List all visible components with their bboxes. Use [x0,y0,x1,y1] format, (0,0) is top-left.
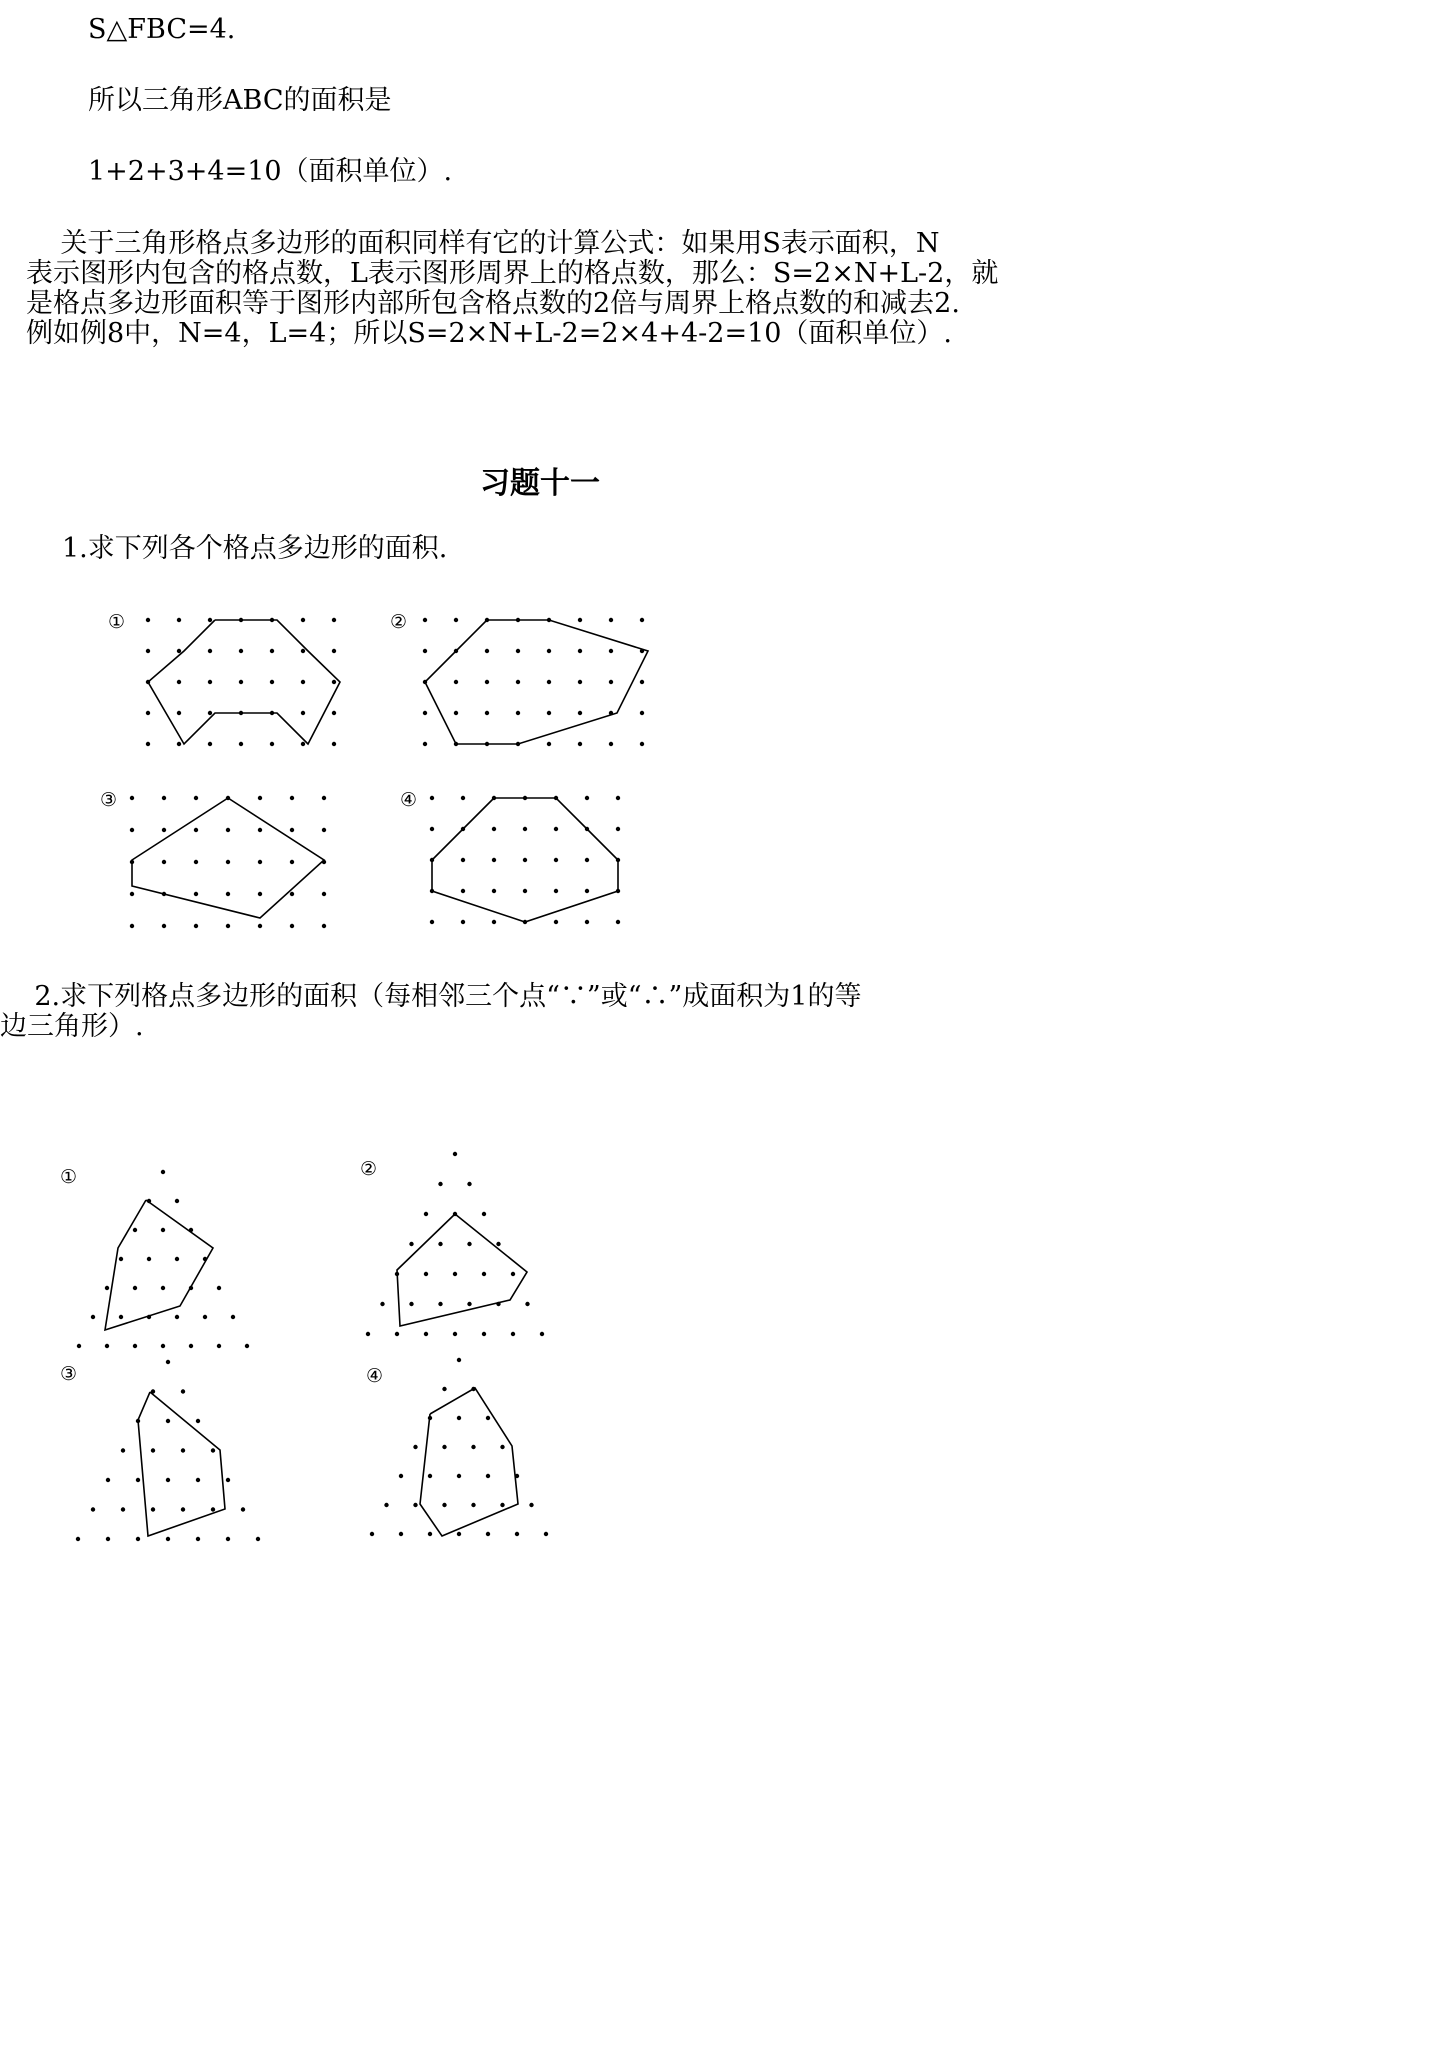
grid-dot [585,920,589,924]
grid-dot [181,1507,185,1511]
grid-dot [194,860,198,864]
text-line-1: S△FBC=4. [88,14,236,45]
grid-dot [585,889,589,893]
grid-dot [136,1478,140,1482]
grid-dot [301,742,305,746]
figure-label: ② [360,1158,378,1180]
grid-dot [245,1344,249,1348]
grid-dot [322,796,326,800]
grid-dot [189,1344,193,1348]
grid-dot [424,1332,428,1336]
polygon-outline [132,798,324,918]
grid-dot [226,892,230,896]
grid-dot [332,618,336,622]
grid-dot [384,1503,388,1507]
grid-dot [106,1478,110,1482]
grid-dot [203,1315,207,1319]
grid-dot [485,649,489,653]
grid-dot [547,742,551,746]
grid-dot [453,1332,457,1336]
grid-dot [428,1474,432,1478]
exercise-heading: 习题十一 [480,466,600,501]
grid-dot [554,858,558,862]
grid-dot [322,892,326,896]
grid-dot [457,1416,461,1420]
paragraph-row: 例如例8中，N=4，L=4；所以S=2×N+L-2=2×4+4-2=10（面积单位）. [26,318,953,349]
question-2-row: 2.求下列格点多边形的面积（每相邻三个点“∵”或“∴”成面积为1的等 [0,981,862,1012]
grid-dot [467,1182,471,1186]
grid-dot [161,1170,165,1174]
grid-dot [332,711,336,715]
grid-dot [500,1445,504,1449]
grid-dot [181,1389,185,1393]
grid-dot [492,858,496,862]
grid-dot [196,1537,200,1541]
grid-dot [457,1474,461,1478]
grid-dot [290,924,294,928]
grid-dot [175,1315,179,1319]
grid-dot [162,796,166,800]
grid-dot [485,711,489,715]
grid-dot [640,618,644,622]
polygon-outline [138,1392,225,1536]
grid-dot [413,1503,417,1507]
q1-figure-3 [100,778,400,928]
grid-dot [544,1532,548,1536]
figure-label: ④ [366,1365,384,1387]
grid-dot [523,827,527,831]
grid-dot [258,796,262,800]
paragraph-row: 表示图形内包含的格点数，L表示图形周界上的格点数，那么：S=2×N+L-2，就 [26,258,999,289]
grid-dot [270,680,274,684]
grid-dot [194,892,198,896]
grid-dot [241,1507,245,1511]
grid-dot [511,1272,515,1276]
question-1: 1.求下列各个格点多边形的面积. [62,533,448,564]
grid-dot [239,649,243,653]
grid-dot [258,860,262,864]
grid-dot [146,711,150,715]
grid-dot [370,1532,374,1536]
polygon-outline [397,1214,527,1326]
grid-dot [516,680,520,684]
grid-dot [492,889,496,893]
grid-dot [133,1228,137,1232]
text-line-3: 1+2+3+4=10（面积单位）. [88,156,453,187]
grid-dot [438,1182,442,1186]
grid-dot [166,1360,170,1364]
grid-dot [609,618,613,622]
grid-dot [130,892,134,896]
grid-dot [105,1344,109,1348]
grid-dot [413,1445,417,1449]
grid-dot [492,827,496,831]
grid-dot [529,1503,533,1507]
grid-dot [461,858,465,862]
grid-dot [640,680,644,684]
grid-dot [161,1228,165,1232]
grid-dot [290,892,294,896]
grid-dot [332,649,336,653]
grid-dot [585,858,589,862]
grid-dot [438,1302,442,1306]
grid-dot [77,1344,81,1348]
grid-dot [91,1315,95,1319]
q1-figure-4 [400,778,700,928]
paragraph-row: 关于三角形格点多边形的面积同样有它的计算公式：如果用S表示面积，N [26,228,940,259]
grid-dot [492,920,496,924]
grid-dot [332,742,336,746]
q1-figure-2 [370,600,670,750]
grid-dot [461,920,465,924]
grid-dot [211,1507,215,1511]
grid-dot [175,1257,179,1261]
grid-dot [166,1537,170,1541]
grid-dot [130,924,134,928]
figure-label: ② [390,611,408,633]
grid-dot [442,1503,446,1507]
question-2 [0,982,1090,1042]
grid-dot [453,1152,457,1156]
grid-dot [578,742,582,746]
grid-dot [161,1286,165,1290]
grid-dot [578,680,582,684]
grid-dot [457,1532,461,1536]
grid-dot [226,924,230,928]
q2-figure-4 [350,1350,600,1540]
grid-dot [430,796,434,800]
figure-label: ③ [100,789,118,811]
grid-dot [166,1419,170,1423]
grid-dot [301,711,305,715]
grid-dot [290,796,294,800]
grid-dot [226,860,230,864]
grid-dot [578,618,582,622]
grid-dot [395,1332,399,1336]
grid-dot [208,680,212,684]
grid-dot [177,680,181,684]
question-2-row: 边三角形）. [0,1011,144,1042]
grid-dot [161,1344,165,1348]
grid-dot [217,1286,221,1290]
figure-label: ① [108,611,126,633]
grid-dot [301,618,305,622]
q2-figure-1 [50,1150,300,1340]
polygon-outline [425,620,648,744]
grid-dot [217,1344,221,1348]
grid-dot [130,828,134,832]
q2-figure-3 [50,1350,300,1540]
grid-dot [616,796,620,800]
grid-dot [554,827,558,831]
grid-dot [523,889,527,893]
grid-dot [119,1315,123,1319]
grid-dot [162,828,166,832]
grid-dot [270,742,274,746]
grid-dot [585,796,589,800]
q1-figure-1 [90,600,390,750]
grid-dot [423,618,427,622]
grid-dot [258,892,262,896]
grid-dot [151,1448,155,1452]
grid-dot [211,1448,215,1452]
grid-dot [119,1257,123,1261]
grid-dot [523,858,527,862]
grid-dot [226,1478,230,1482]
grid-dot [130,796,134,800]
grid-dot [166,1478,170,1482]
grid-dot [467,1242,471,1246]
polygon-outline [105,1200,213,1330]
text-line-2: 所以三角形ABC的面积是 [88,85,392,116]
grid-dot [270,649,274,653]
grid-dot [175,1199,179,1203]
grid-dot [399,1474,403,1478]
grid-dot [471,1445,475,1449]
grid-dot [578,649,582,653]
grid-dot [486,1532,490,1536]
grid-dot [454,680,458,684]
grid-dot [177,618,181,622]
grid-dot [525,1302,529,1306]
grid-dot [640,711,644,715]
grid-dot [430,827,434,831]
grid-dot [177,711,181,715]
grid-dot [177,649,181,653]
grid-dot [438,1242,442,1246]
grid-dot [105,1286,109,1290]
grid-dot [409,1242,413,1246]
grid-dot [442,1445,446,1449]
grid-dot [258,924,262,928]
grid-dot [516,711,520,715]
grid-dot [547,680,551,684]
grid-dot [322,924,326,928]
grid-dot [516,649,520,653]
grid-dot [133,1286,137,1290]
grid-dot [616,920,620,924]
grid-dot [151,1507,155,1511]
grid-dot [181,1448,185,1452]
grid-dot [640,742,644,746]
grid-dot [196,1478,200,1482]
grid-dot [461,889,465,893]
grid-dot [554,920,558,924]
grid-dot [454,711,458,715]
grid-dot [380,1302,384,1306]
grid-dot [121,1448,125,1452]
grid-dot [547,649,551,653]
grid-dot [428,1532,432,1536]
grid-dot [496,1242,500,1246]
grid-dot [208,711,212,715]
grid-dot [485,680,489,684]
grid-dot [301,649,305,653]
grid-dot [146,649,150,653]
grid-dot [482,1272,486,1276]
grid-dot [578,711,582,715]
grid-dot [540,1332,544,1336]
grid-dot [177,742,181,746]
grid-dot [194,796,198,800]
grid-dot [547,711,551,715]
grid-dot [106,1537,110,1541]
figure-label: ③ [60,1363,78,1385]
grid-dot [554,889,558,893]
grid-dot [290,860,294,864]
grid-dot [471,1503,475,1507]
grid-dot [208,618,212,622]
grid-dot [423,711,427,715]
grid-dot [136,1537,140,1541]
grid-dot [423,742,427,746]
grid-dot [226,828,230,832]
grid-dot [424,1212,428,1216]
grid-dot [461,796,465,800]
grid-dot [482,1212,486,1216]
polygon-outline [420,1388,518,1536]
grid-dot [290,828,294,832]
grid-dot [208,742,212,746]
grid-dot [454,618,458,622]
grid-dot [301,680,305,684]
grid-dot [196,1419,200,1423]
figure-label: ① [60,1166,78,1188]
grid-dot [424,1272,428,1276]
grid-dot [162,924,166,928]
grid-dot [256,1537,260,1541]
grid-dot [121,1507,125,1511]
grid-dot [442,1387,446,1391]
grid-dot [609,649,613,653]
grid-dot [486,1416,490,1420]
grid-dot [453,1272,457,1276]
grid-dot [147,1257,151,1261]
grid-dot [146,618,150,622]
grid-dot [482,1332,486,1336]
grid-dot [609,680,613,684]
figure-label: ④ [400,789,418,811]
grid-dot [409,1302,413,1306]
grid-dot [76,1537,80,1541]
grid-dot [467,1302,471,1306]
grid-dot [515,1532,519,1536]
grid-dot [162,860,166,864]
grid-dot [322,828,326,832]
grid-dot [423,649,427,653]
grid-dot [399,1532,403,1536]
grid-dot [258,828,262,832]
grid-dot [226,1537,230,1541]
grid-dot [194,924,198,928]
grid-dot [457,1358,461,1362]
grid-dot [146,742,150,746]
q2-figure-2 [350,1150,600,1340]
grid-dot [332,680,336,684]
paragraph-row: 是格点多边形面积等于图形内部所包含格点数的2倍与周界上格点数的和减去2. [26,288,960,319]
grid-dot [366,1332,370,1336]
grid-dot [430,920,434,924]
grid-dot [616,827,620,831]
grid-dot [239,742,243,746]
grid-dot [239,680,243,684]
grid-dot [208,649,212,653]
grid-dot [486,1474,490,1478]
grid-dot [133,1344,137,1348]
grid-dot [231,1315,235,1319]
grid-dot [194,828,198,832]
grid-dot [511,1332,515,1336]
formula-paragraph [26,229,1096,349]
grid-dot [500,1503,504,1507]
grid-dot [609,742,613,746]
grid-dot [91,1507,95,1511]
